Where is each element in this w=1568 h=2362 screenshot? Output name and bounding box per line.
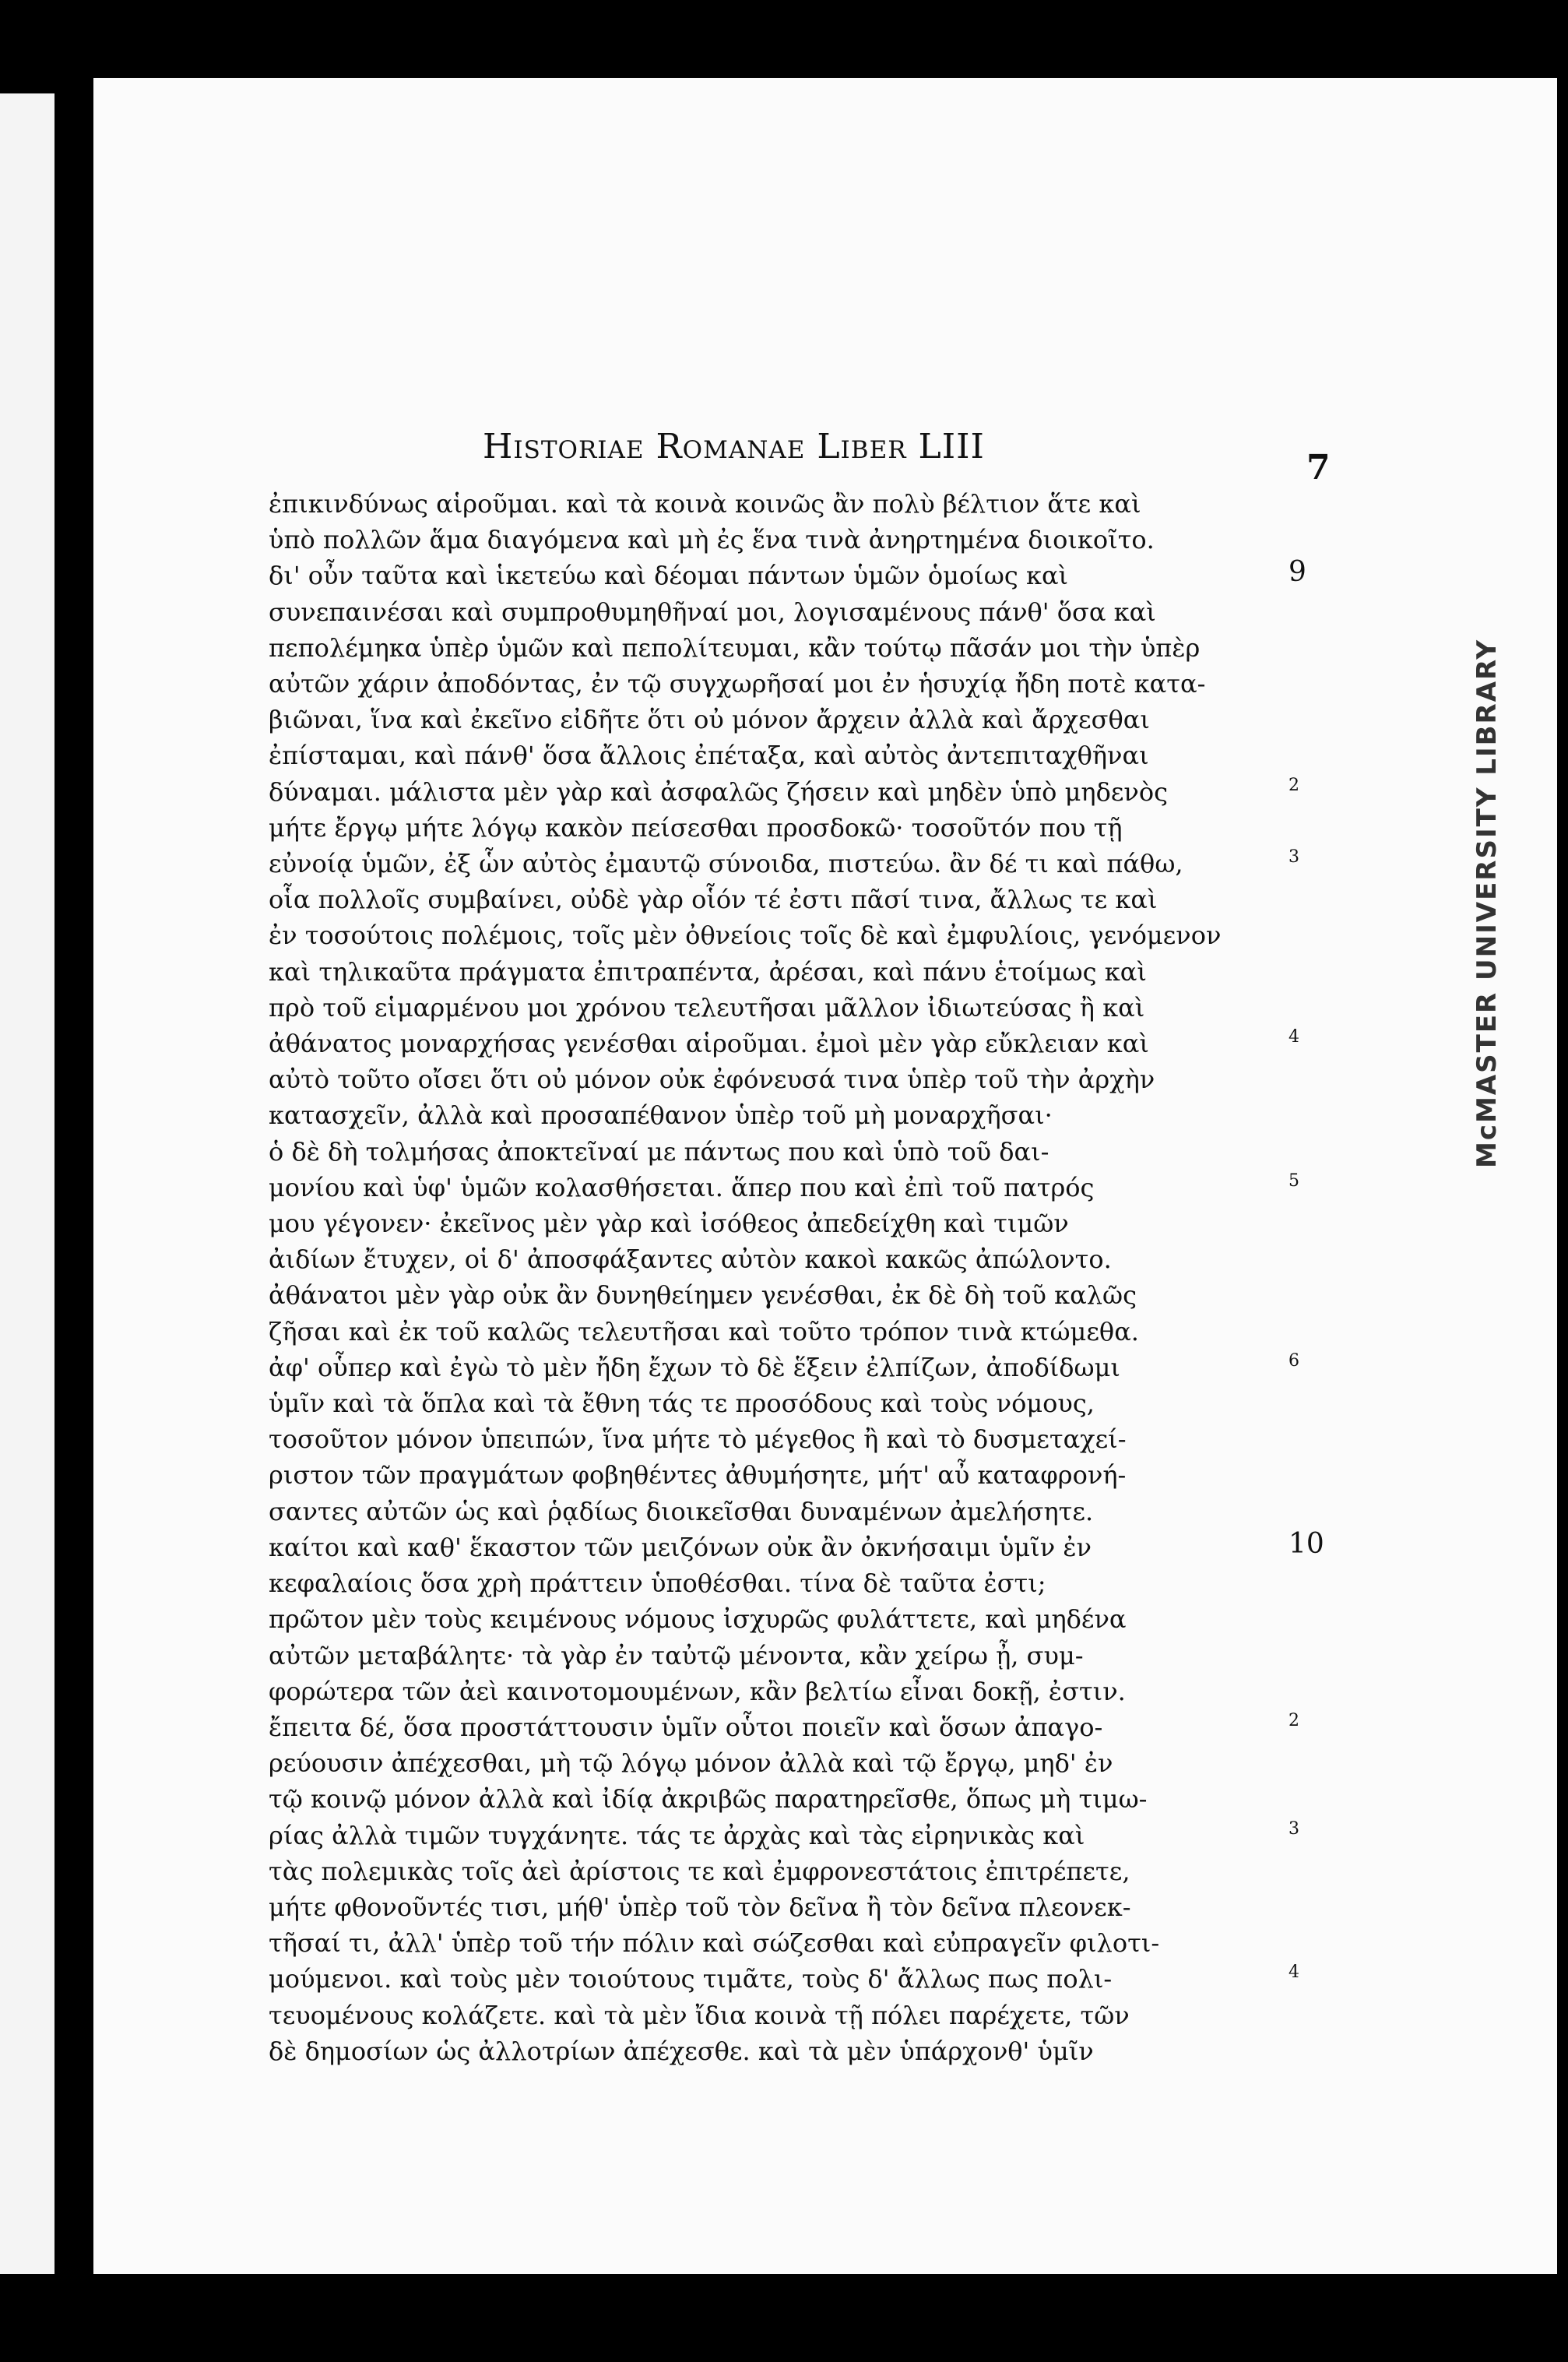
facing-page-edge bbox=[0, 93, 54, 2274]
text-line-content: πρὸ τοῦ εἱμαρμένου μοι χρόνου τελευτῆσαι μᾶλλον ἰδιωτεύσας ἢ καὶ bbox=[269, 992, 1145, 1023]
text-line bbox=[269, 1565, 1257, 1601]
section-marker: 6 bbox=[1289, 1350, 1299, 1371]
text-line bbox=[269, 1527, 1324, 1565]
text-line-content: βιῶναι, ἵνα καὶ ἐκεῖνο εἰδῆτε ὅτι οὐ μόνον ἄρχειν ἀλλὰ καὶ ἄρχεσθαι bbox=[269, 705, 1150, 735]
text-line bbox=[269, 1818, 1299, 1853]
text-line-content: οἷα πολλοῖς συμβαίνει, οὐδὲ γὰρ οἷόν τέ ἐστι πᾶσί τινα, ἄλλως τε καὶ bbox=[269, 885, 1158, 915]
text-line bbox=[269, 1385, 1257, 1421]
text-line-content: μου γέγονεν· ἐκεῖνος μὲν γὰρ καὶ ἰσόθεος ἀπεδείχθη καὶ τιμῶν bbox=[269, 1209, 1069, 1239]
text-line-content: ἀιδίων ἔτυχεν, οἱ δ' ἀποσφάξαντες αὐτὸν κακοὶ κακῶς ἀπώλοντο. bbox=[269, 1244, 1112, 1275]
page-number: 7 bbox=[1306, 448, 1331, 488]
text-line-content: συνεπαινέσαι καὶ συμπροθυμηθῆναί μοι, λογισαμένους πάνθ' ὅσα καὶ bbox=[269, 597, 1156, 627]
text-line-content: αὐτῶν μεταβάλητε· τὰ γὰρ ἐν ταὐτῷ μένοντα, κἂν χείρω ᾖ, συμ- bbox=[269, 1640, 1084, 1670]
text-line-content: ὑμῖν καὶ τὰ ὅπλα καὶ τὰ ἔθνη τάς τε προσόδους καὶ τοὺς νόμους, bbox=[269, 1389, 1095, 1419]
text-line bbox=[269, 1170, 1299, 1206]
text-line bbox=[269, 1097, 1257, 1133]
text-line-content: ἐν τοσούτοις πολέμοις, τοῖς μὲν ὀθνείοις τοῖς δὲ καὶ ἐμφυλίοις, γενόμενον bbox=[269, 921, 1222, 951]
text-line bbox=[269, 1674, 1257, 1709]
text-line-content: τοσοῦτον μόνον ὑπειπών, ἵνα μήτε τὸ μέγεθος ἢ καὶ τὸ δυσμεταχεί- bbox=[269, 1424, 1127, 1455]
text-line bbox=[269, 556, 1306, 593]
text-line-content: ἀθάνατοι μὲν γὰρ οὐκ ἂν δυνηθείημεν γενέσθαι, ἐκ δὲ δὴ τοῦ καλῶς bbox=[269, 1280, 1137, 1311]
book-page bbox=[93, 78, 1557, 2274]
text-line-content: εὐνοίᾳ ὑμῶν, ἐξ ὧν αὐτὸς ἐμαυτῷ σύνοιδα, πιστεύω. ἂν δέ τι καὶ πάθω, bbox=[269, 849, 1183, 879]
text-line bbox=[269, 846, 1299, 882]
text-line bbox=[269, 954, 1257, 990]
text-line bbox=[269, 917, 1257, 953]
text-line-content: τῆσαί τι, ἀλλ' ὑπὲρ τοῦ τήν πόλιν καὶ σώζεσθαι καὶ εὐπραγεῖν φιλοτι- bbox=[269, 1928, 1160, 1959]
running-header: Historiae Romanae Liber LIII bbox=[483, 427, 985, 466]
text-line-content: τῷ κοινῷ μόνον ἀλλὰ καὶ ἰδίᾳ ἀκριβῶς παρατηρεῖσθε, ὅπως μὴ τιμω- bbox=[269, 1784, 1148, 1815]
text-line-content: καίτοι καὶ καθ' ἕκαστον τῶν μειζόνων οὐκ ἂν ὀκνήσαιμι ὑμῖν ἐν bbox=[269, 1532, 1092, 1562]
text-line bbox=[269, 1745, 1257, 1781]
section-marker: 2 bbox=[1289, 1710, 1299, 1730]
text-line-content: τευομένους κολάζετε. καὶ τὰ μὲν ἴδια κοινὰ τῇ πόλει παρέχετε, τῶν bbox=[269, 2000, 1130, 2030]
text-line-content: μήτε ἔργῳ μήτε λόγῳ κακὸν πείσεσθαι προσδοκῶ· τοσοῦτόν που τῇ bbox=[269, 812, 1123, 843]
section-marker: 4 bbox=[1289, 1962, 1299, 1983]
text-line-content: ριστον τῶν πραγμάτων φοβηθέντες ἀθυμήσητε, μήτ' αὖ καταφρονή- bbox=[269, 1460, 1127, 1491]
text-line bbox=[269, 1314, 1257, 1350]
library-stamp: McMASTER UNIVERSITY LIBRARY bbox=[1471, 639, 1503, 1168]
text-line-content: ὁ δὲ δὴ τολμήσας ἀποκτεῖναί με πάντως που καὶ ὑπὸ τοῦ δαι- bbox=[269, 1136, 1049, 1167]
text-line bbox=[269, 1241, 1257, 1277]
text-line-content: ρίας ἀλλὰ τιμῶν τυγχάνητε. τάς τε ἀρχὰς καὶ τὰς εἰρηνικὰς καὶ bbox=[269, 1820, 1085, 1850]
text-line bbox=[269, 737, 1257, 773]
text-line bbox=[269, 2033, 1257, 2069]
text-line bbox=[269, 666, 1257, 702]
text-line-content: πεπολέμηκα ὑπὲρ ὑμῶν καὶ πεπολίτευμαι, κἂν τούτῳ πᾶσάν μοι τὴν ὑπὲρ bbox=[269, 632, 1201, 663]
text-line bbox=[269, 522, 1257, 558]
text-line bbox=[269, 774, 1299, 810]
text-line-content: δι' οὖν ταῦτα καὶ ἱκετεύω καὶ δέομαι πάντων ὑμῶν ὁμοίως καὶ bbox=[269, 561, 1069, 591]
section-marker: 3 bbox=[1289, 1818, 1299, 1839]
text-line-content: καὶ τηλικαῦτα πράγματα ἐπιτραπέντα, ἀρέσαι, καὶ πάνυ ἑτοίμως καὶ bbox=[269, 956, 1147, 987]
greek-text-body bbox=[269, 486, 1324, 2069]
text-line-content: σαντες αὐτῶν ὡς καὶ ῥᾳδίως διοικεῖσθαι δυναμένων ἀμελήσητε. bbox=[269, 1496, 1094, 1526]
text-line-content: δύναμαι. μάλιστα μὲν γὰρ καὶ ἀσφαλῶς ζήσειν καὶ μηδὲν ὑπὸ μηδενὸς bbox=[269, 776, 1169, 807]
text-line-content: αὐτῶν χάριν ἀποδόντας, ἐν τῷ συγχωρῆσαί μοι ἐν ἡσυχίᾳ ἤδη ποτὲ κατα- bbox=[269, 669, 1206, 699]
text-line bbox=[269, 1853, 1257, 1889]
text-line-content: μονίου καὶ ὑφ' ὑμῶν κολασθήσεται. ἅπερ που καὶ ἐπὶ τοῦ πατρός bbox=[269, 1172, 1095, 1202]
text-line-content: δὲ δημοσίων ὡς ἀλλοτρίων ἀπέχεσθε. καὶ τὰ μὲν ὑπάρχονθ' ὑμῖν bbox=[269, 2036, 1094, 2066]
text-line-content: ἐπικινδύνως αἱροῦμαι. καὶ τὰ κοινὰ κοινῶς ἂν πολὺ βέλτιον ἅτε καὶ bbox=[269, 489, 1141, 519]
text-line-content: ἐπίσταμαι, καὶ πάνθ' ὅσα ἄλλοις ἐπέταξα, καὶ αὐτὸς ἀντεπιταχθῆναι bbox=[269, 741, 1149, 771]
text-line-content: ζῆσαι καὶ ἐκ τοῦ καλῶς τελευτῆσαι καὶ τοῦτο τρόπον τινὰ κτώμεθα. bbox=[269, 1316, 1139, 1346]
section-marker: 10 bbox=[1289, 1527, 1324, 1560]
text-line-content: ρεύουσιν ἀπέχεσθαι, μὴ τῷ λόγῳ μόνον ἀλλὰ καὶ τῷ ἔργῳ, μηδ' ἐν bbox=[269, 1748, 1113, 1779]
text-line bbox=[269, 1889, 1257, 1925]
text-line-content: ἔπειτα δέ, ὅσα προστάττουσιν ὑμῖν οὗτοι ποιεῖν καὶ ὅσων ἀπαγο- bbox=[269, 1712, 1103, 1742]
text-line-content: ὑπὸ πολλῶν ἅμα διαγόμενα καὶ μὴ ἐς ἕνα τινὰ ἀνηρτημένα διοικοῖτο. bbox=[269, 525, 1155, 555]
text-line bbox=[269, 882, 1257, 917]
text-line bbox=[269, 1457, 1257, 1493]
text-line bbox=[269, 1961, 1299, 1997]
text-line-content: τὰς πολεμικὰς τοῖς ἀεὶ ἀρίστοις τε καὶ ἐμφρονεστάτοις ἐπιτρέπετε, bbox=[269, 1856, 1130, 1886]
text-line-content: κατασχεῖν, ἀλλὰ καὶ προσαπέθανον ὑπὲρ τοῦ μὴ μοναρχῆσαι· bbox=[269, 1100, 1053, 1131]
text-line bbox=[269, 1026, 1299, 1061]
text-line bbox=[269, 486, 1257, 522]
text-line-content: αὐτὸ τοῦτο οἴσει ὅτι οὐ μόνον οὐκ ἐφόνευσά τινα ὑπὲρ τοῦ τὴν ἀρχὴν bbox=[269, 1065, 1155, 1095]
text-line-content: ἀφ' οὗπερ καὶ ἐγὼ τὸ μὲν ἤδη ἔχων τὸ δὲ ἕξειν ἐλπίζων, ἀποδίδωμι bbox=[269, 1352, 1120, 1382]
section-marker: 9 bbox=[1289, 556, 1306, 589]
text-line bbox=[269, 810, 1257, 846]
text-line bbox=[269, 1925, 1257, 1961]
section-marker: 3 bbox=[1289, 847, 1299, 868]
text-line-content: πρῶτον μὲν τοὺς κειμένους νόμους ἰσχυρῶς φυλάττετε, καὶ μηδένα bbox=[269, 1604, 1127, 1635]
text-line bbox=[269, 1421, 1257, 1457]
text-line bbox=[269, 1206, 1257, 1241]
text-line bbox=[269, 1134, 1257, 1170]
text-line bbox=[269, 1998, 1257, 2033]
text-line-content: μούμενοι. καὶ τοὺς μὲν τοιούτους τιμᾶτε, τοὺς δ' ἄλλως πως πολι- bbox=[269, 1964, 1113, 1994]
text-line bbox=[269, 594, 1257, 630]
text-line bbox=[269, 1350, 1299, 1385]
text-line bbox=[269, 1709, 1299, 1745]
text-line bbox=[269, 630, 1257, 666]
text-line-content: κεφαλαίοις ὅσα χρὴ πράττειν ὑποθέσθαι. τίνα δὲ ταῦτα ἐστι; bbox=[269, 1568, 1046, 1599]
section-marker: 2 bbox=[1289, 775, 1299, 795]
text-line bbox=[269, 702, 1257, 737]
text-line bbox=[269, 990, 1257, 1026]
section-marker: 4 bbox=[1289, 1027, 1299, 1047]
text-line bbox=[269, 1601, 1257, 1637]
text-line bbox=[269, 1277, 1257, 1313]
text-line-content: φορώτερα τῶν ἀεὶ καινοτομουμένων, κἂν βελτίω εἶναι δοκῇ, ἐστιν. bbox=[269, 1676, 1126, 1706]
text-line bbox=[269, 1494, 1257, 1529]
text-line-content: ἀθάνατος μοναρχήσας γενέσθαι αἱροῦμαι. ἐμοὶ μὲν γὰρ εὔκλειαν καὶ bbox=[269, 1029, 1149, 1059]
text-line-content: μήτε φθονοῦντές τισι, μήθ' ὑπὲρ τοῦ τὸν δεῖνα ἢ τὸν δεῖνα πλεονεκ- bbox=[269, 1892, 1131, 1922]
text-line bbox=[269, 1638, 1257, 1674]
section-marker: 5 bbox=[1289, 1170, 1299, 1191]
text-line bbox=[269, 1781, 1257, 1817]
text-line bbox=[269, 1061, 1257, 1097]
